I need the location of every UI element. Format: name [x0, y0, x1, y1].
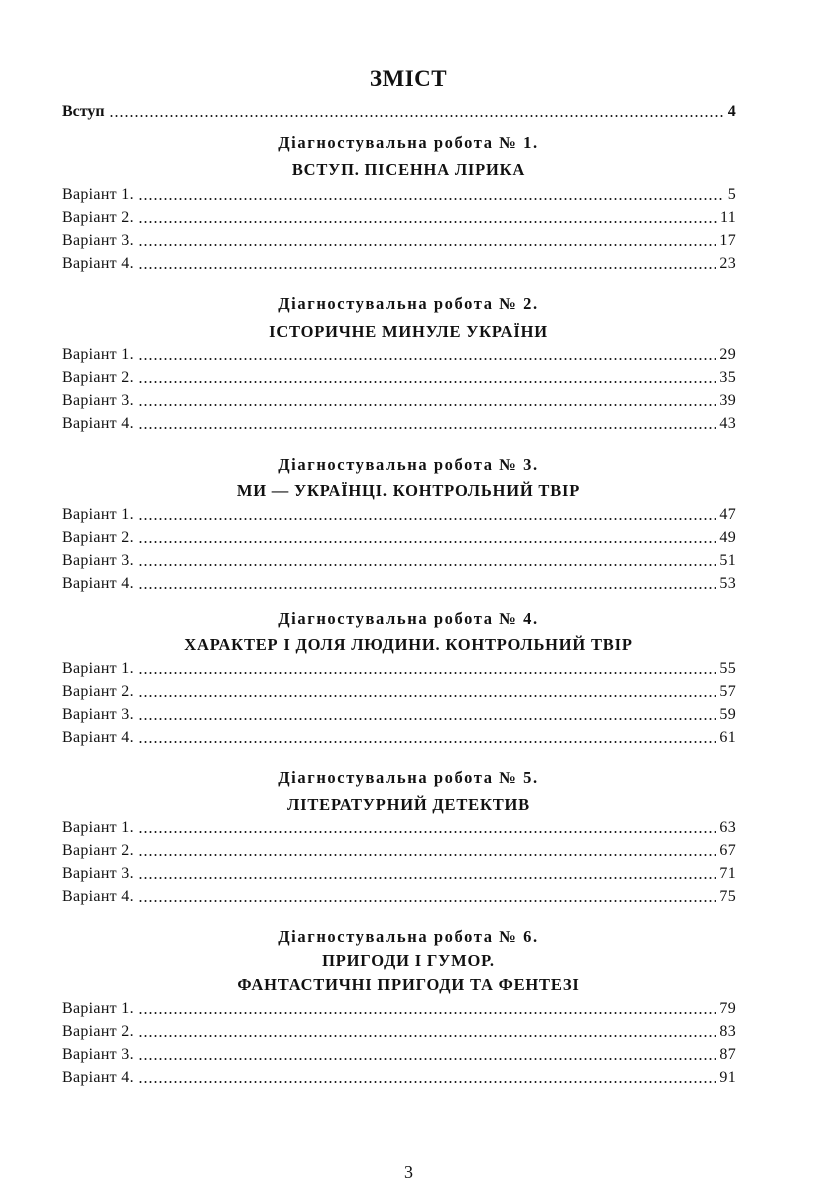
- dot-leader: [138, 1001, 717, 1015]
- dot-leader: [138, 507, 717, 521]
- toc-entry[interactable]: [62, 526, 736, 548]
- toc-entry-page: 11: [719, 209, 736, 226]
- toc-entry-label: Варіант 2.: [62, 842, 134, 859]
- toc-entry-label: Варіант 1.: [62, 1000, 134, 1017]
- toc-entry[interactable]: [62, 572, 736, 594]
- toc-entry-page: 83: [719, 1023, 736, 1040]
- toc-entry-label: Варіант 3.: [62, 392, 134, 409]
- toc-entry-label: Варіант 4.: [62, 255, 134, 272]
- toc-entry[interactable]: [62, 862, 736, 884]
- toc-entry-page: 87: [719, 1046, 736, 1063]
- toc-entry-page: 29: [719, 346, 736, 363]
- dot-leader: [138, 210, 717, 224]
- dot-leader: [138, 820, 717, 834]
- toc-entry-label: Варіант 1.: [62, 506, 134, 523]
- dot-leader: [138, 866, 717, 880]
- dot-leader: [138, 1070, 717, 1084]
- dot-leader: [138, 187, 723, 201]
- toc-entry[interactable]: [62, 703, 736, 725]
- toc-entry-label: Варіант 3.: [62, 865, 134, 882]
- toc-entry-label: Варіант 2.: [62, 683, 134, 700]
- section-heading: Діагностувальна робота № 6.: [278, 927, 539, 946]
- dot-leader: [138, 730, 717, 744]
- toc-entry-label: Варіант 4.: [62, 729, 134, 746]
- toc-entry-label: Варіант 4.: [62, 1069, 134, 1086]
- toc-entry-page: 91: [719, 1069, 736, 1086]
- dot-leader: [138, 233, 717, 247]
- dot-leader: [138, 530, 717, 544]
- page-title: ЗМІСТ: [369, 66, 448, 91]
- toc-entry-label: Варіант 3.: [62, 552, 134, 569]
- toc-entry-page: 5: [727, 186, 736, 203]
- toc-entry[interactable]: [62, 885, 736, 907]
- dot-leader: [138, 416, 717, 430]
- toc-entry-page: 63: [719, 819, 736, 836]
- toc-entry-page: 57: [719, 683, 736, 700]
- toc-entry-label: Варіант 1.: [62, 819, 134, 836]
- toc-entry-page: 49: [719, 529, 736, 546]
- toc-entry-page: 75: [719, 888, 736, 905]
- section-heading: Діагностувальна робота № 4.: [278, 609, 539, 628]
- toc-entry[interactable]: [62, 839, 736, 861]
- dot-leader: [138, 553, 717, 567]
- dot-leader: [138, 1024, 717, 1038]
- dot-leader: [138, 393, 717, 407]
- toc-entry[interactable]: [62, 726, 736, 748]
- toc-entry-intro[interactable]: [62, 100, 736, 122]
- section-topic: ІСТОРИЧНЕ МИНУЛЕ УКРАЇНИ: [269, 322, 548, 341]
- toc-entry[interactable]: [62, 997, 736, 1019]
- dot-leader: [138, 370, 717, 384]
- dot-leader: [138, 256, 717, 270]
- toc-entry-label: Варіант 2.: [62, 1023, 134, 1040]
- section-topic: ЛІТЕРАТУРНИЙ ДЕТЕКТИВ: [287, 795, 530, 814]
- toc-entry[interactable]: [62, 229, 736, 251]
- dot-leader: [109, 104, 723, 118]
- toc-entry-label: Варіант 3.: [62, 1046, 134, 1063]
- section-heading: Діагностувальна робота № 2.: [278, 294, 539, 313]
- dot-leader: [138, 889, 717, 903]
- toc-entry[interactable]: [62, 1066, 736, 1088]
- dot-leader: [138, 576, 717, 590]
- toc-entry-page: 79: [719, 1000, 736, 1017]
- toc-entry[interactable]: [62, 549, 736, 571]
- toc-entry-label: Варіант 4.: [62, 415, 134, 432]
- toc-entry[interactable]: [62, 680, 736, 702]
- toc-entry-page: 35: [719, 369, 736, 386]
- toc-entry[interactable]: [62, 206, 736, 228]
- toc-entry[interactable]: [62, 1020, 736, 1042]
- section-heading: Діагностувальна робота № 1.: [278, 133, 539, 152]
- toc-entry-page: 59: [719, 706, 736, 723]
- section-heading: Діагностувальна робота № 3.: [278, 455, 539, 474]
- toc-entry[interactable]: [62, 366, 736, 388]
- toc-entry[interactable]: [62, 1043, 736, 1065]
- toc-entry[interactable]: [62, 503, 736, 525]
- dot-leader: [138, 347, 717, 361]
- toc-entry-page: 17: [719, 232, 736, 249]
- toc-entry-page: 4: [727, 103, 736, 120]
- dot-leader: [138, 661, 717, 675]
- toc-entry-page: 39: [719, 392, 736, 409]
- toc-entry[interactable]: [62, 343, 736, 365]
- page-number: 3: [404, 1162, 413, 1182]
- section-topic: ПРИГОДИ І ГУМОР.: [322, 951, 495, 970]
- dot-leader: [138, 843, 717, 857]
- toc-entry[interactable]: [62, 412, 736, 434]
- toc-entry-label: Вступ: [62, 103, 105, 120]
- toc-entry[interactable]: [62, 657, 736, 679]
- toc-entry-page: 55: [719, 660, 736, 677]
- toc-entry-page: 71: [719, 865, 736, 882]
- toc-entry-page: 47: [719, 506, 736, 523]
- toc-entry-label: Варіант 2.: [62, 369, 134, 386]
- toc-entry[interactable]: [62, 252, 736, 274]
- toc-entry-label: Варіант 3.: [62, 706, 134, 723]
- toc-entry-label: Варіант 4.: [62, 575, 134, 592]
- toc-entry-page: 67: [719, 842, 736, 859]
- toc-entry-label: Варіант 2.: [62, 209, 134, 226]
- toc-entry[interactable]: [62, 183, 736, 205]
- toc-entry-page: 51: [719, 552, 736, 569]
- section-topic: МИ — УКРАЇНЦІ. КОНТРОЛЬНИЙ ТВІР: [236, 481, 581, 500]
- toc-entry[interactable]: [62, 816, 736, 838]
- dot-leader: [138, 684, 717, 698]
- section-topic: ФАНТАСТИЧНІ ПРИГОДИ ТА ФЕНТЕЗІ: [237, 975, 580, 994]
- section-topic: ХАРАКТЕР І ДОЛЯ ЛЮДИНИ. КОНТРОЛЬНИЙ ТВІР: [184, 635, 633, 654]
- dot-leader: [138, 707, 717, 721]
- toc-entry-label: Варіант 2.: [62, 529, 134, 546]
- toc-entry-label: Варіант 1.: [62, 660, 134, 677]
- toc-entry-page: 23: [719, 255, 736, 272]
- toc-entry-label: Варіант 4.: [62, 888, 134, 905]
- toc-entry[interactable]: [62, 389, 736, 411]
- toc-entry-label: Варіант 1.: [62, 346, 134, 363]
- section-topic: ВСТУП. ПІСЕННА ЛІРИКА: [291, 160, 526, 179]
- section-heading: Діагностувальна робота № 5.: [278, 768, 539, 787]
- toc-entry-label: Варіант 1.: [62, 186, 134, 203]
- toc-entry-page: 53: [719, 575, 736, 592]
- dot-leader: [138, 1047, 717, 1061]
- toc-entry-page: 43: [719, 415, 736, 432]
- toc-entry-label: Варіант 3.: [62, 232, 134, 249]
- toc-entry-page: 61: [719, 729, 736, 746]
